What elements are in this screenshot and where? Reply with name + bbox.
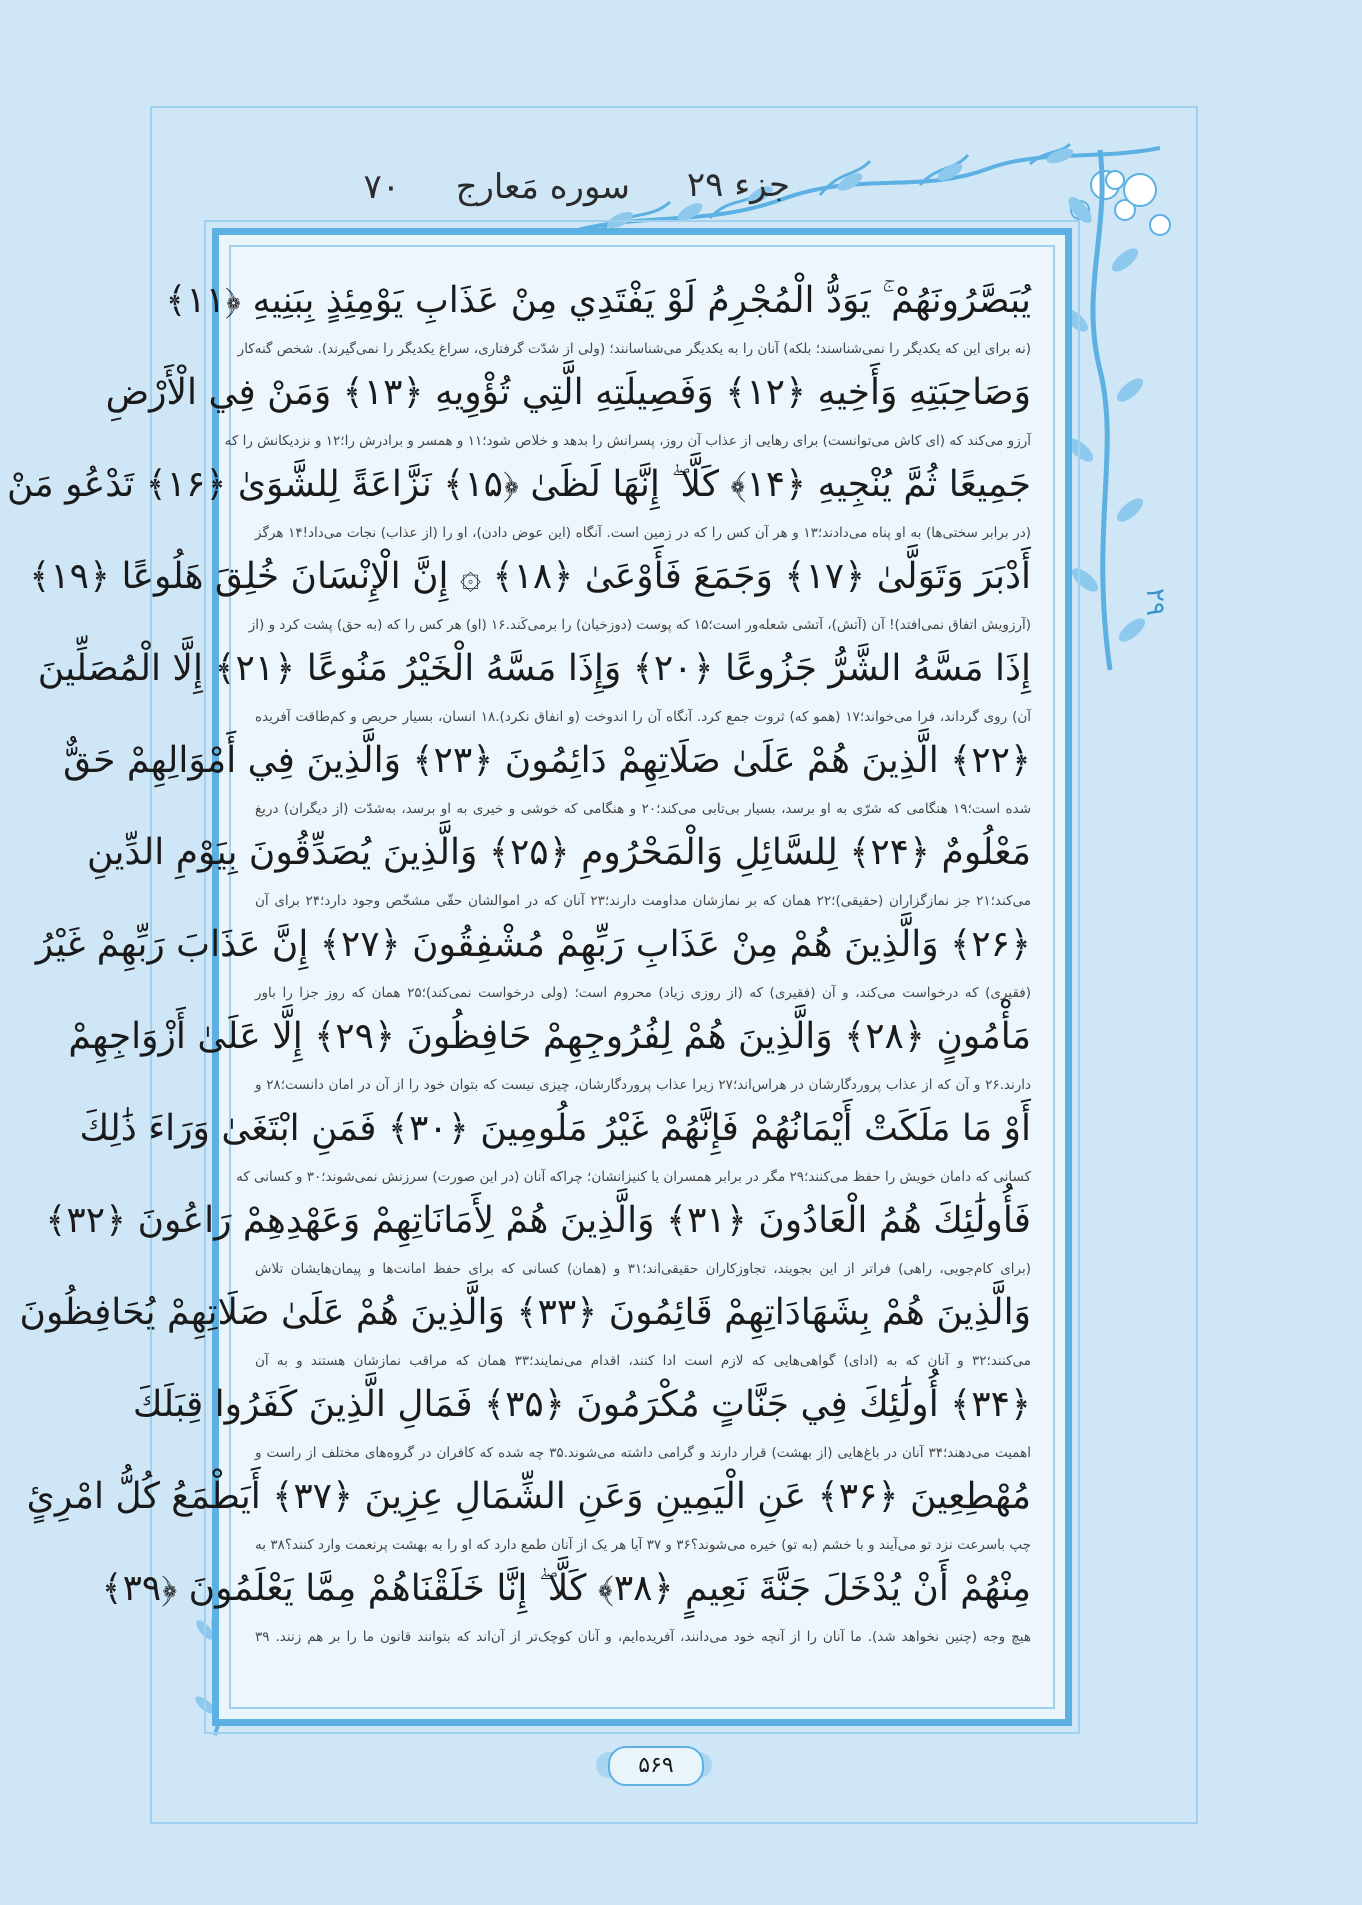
persian-translation: (برای کام‌جویی، راهی) فراتر از این بجویند، تجاوزکاران حقیقی‌اند؛۳۱ و (همان) کسانی که برای حفظ امانت‌ها و پیمان‌هایشان تلاش: [255, 1261, 1031, 1277]
juz-label: جزء ۲۹: [686, 165, 790, 205]
arabic-line: مِنْهُمْ أَنْ يُدْخَلَ جَنَّةَ نَعِيمٍ ﴿۳۸﴾ كَلَّا ۖ إِنَّا خَلَقْنَاهُمْ مِمَّا يَعْلَمُونَ ﴿۳۹﴾: [101, 1568, 1031, 1609]
arabic-line: مَعْلُومٌ ﴿۲۴﴾ لِلسَّائِلِ وَالْمَحْرُومِ ﴿۲۵﴾ وَالَّذِينَ يُصَدِّقُونَ بِيَوْمِ الدِّينِ: [86, 832, 1031, 873]
surah-number: ۷۰: [363, 167, 400, 207]
juz-side-marker: ۲۹: [1140, 588, 1170, 616]
arabic-line: مُهْطِعِينَ ﴿۳۶﴾ عَنِ الْيَمِينِ وَعَنِ الشِّمَالِ عِزِينَ ﴿۳۷﴾ أَيَطْمَعُ كُلُّ امْرِئٍ: [26, 1476, 1031, 1517]
persian-translation: (نه برای این که یکدیگر را نمی‌شناسند؛ بلکه) آنان را به یکدیگر می‌شناسانند؛ (ولی از شدّت گرفتاری، سراغ یکدیگر را نمی‌گیرند). شخص گنه‌کار: [237, 341, 1031, 357]
persian-translation: آن) روی گرداند، فرا می‌خواند؛۱۷ (همو که) ثروت جمع کرد. آنگاه آن را اندوخت (و انفاق نکرد).۱۸ انسان، بسیار حریص و کم‌طاقت آفریده: [255, 709, 1032, 725]
persian-translation: شده است؛۱۹ هنگامی که شرّی به او برسد، بسیار بی‌تابی می‌کند؛۲۰ و هنگامی که خوشی و خیری به او برسد، به‌شدّت (از دیگران) دریغ: [255, 801, 1032, 817]
arabic-line: ﴿۲۶﴾ وَالَّذِينَ هُمْ مِنْ عَذَابِ رَبِّهِمْ مُشْفِقُونَ ﴿۲۷﴾ إِنَّ عَذَابَ رَبِّهِمْ غَيْرُ: [35, 924, 1031, 965]
persian-translation: (در برابر سختی‌ها) به او پناه می‌دادند؛۱۳ و هر آن کس را که در زمین است. آنگاه (این عوض دادن)، او را (از عذاب) نجات می‌داد!۱۴ هرگز: [255, 525, 1032, 541]
arabic-line: يُبَصَّرُونَهُمْ ۚ يَوَدُّ الْمُجْرِمُ لَوْ يَفْتَدِي مِنْ عَذَابِ يَوْمِئِذٍ بِبَنِيهِ ﴿۱۱﴾: [165, 280, 1031, 321]
arabic-line: مَأْمُونٍ ﴿۲۸﴾ وَالَّذِينَ هُمْ لِفُرُوجِهِمْ حَافِظُونَ ﴿۲۹﴾ إِلَّا عَلَىٰ أَزْوَاجِهِمْ: [68, 1016, 1031, 1057]
arabic-line: أَدْبَرَ وَتَوَلَّىٰ ﴿۱۷﴾ وَجَمَعَ فَأَوْعَىٰ ﴿۱۸﴾ ۞ إِنَّ الْإِنْسَانَ خُلِقَ هَلُوعًا ﴿۱۹﴾: [29, 556, 1031, 597]
arabic-line: ﴿۲۲﴾ الَّذِينَ هُمْ عَلَىٰ صَلَاتِهِمْ دَائِمُونَ ﴿۲۳﴾ وَالَّذِينَ فِي أَمْوَالِهِمْ حَقٌّ: [63, 740, 1031, 781]
persian-translation: (فقیری) که درخواست می‌کند، و آن (فقیری) که (از روزی زیاد) محروم است؛ (ولی درخواست نمی‌کند)؛۲۵ همان که روز جزا را باور: [255, 985, 1031, 1001]
persian-translation: چپ باسرعت نزد تو می‌آیند و با خشم (به تو) خیره می‌شوند؟۳۶ و ۳۷ آیا هر یک از آنان طمع دارد که او را به بهشت پرنعمت وارد کنند؟۳۸ به: [255, 1537, 1032, 1553]
persian-translation: هیچ وجه (چنین نخواهد شد). ما آنان را از آنچه خود می‌دانند، آفریده‌ایم، و آنان کوچک‌تر از آن‌اند که بتوانند قانون ما را بر هم زنند. ۳۹: [255, 1629, 1031, 1645]
persian-translation: (آرزویش اتفاق نمی‌افتد)! آن (آتش)، آتشی شعله‌ور است؛۱۵ که پوست (دوزخیان) را برمی‌کَند.۱۶ (او) هر کس را که (به حق) پشت کرد و (از: [248, 617, 1031, 633]
persian-translation: می‌کند؛۲۱ جز نمازگزاران (حقیقی)؛۲۲ همان که بر نمازشان مداومت دارند؛۲۳ آنان که در اموالشان حقّی مشخّص وجود دارد؛۲۴ برای آن: [255, 893, 1031, 909]
arabic-line: جَمِيعًا ثُمَّ يُنْجِيهِ ﴿۱۴﴾ كَلَّا ۖ إِنَّهَا لَظَىٰ ﴿۱۵﴾ نَزَّاعَةً لِلشَّوَىٰ ﴿۱۶﴾ تَدْعُو مَنْ: [7, 464, 1031, 505]
persian-translation: کسانی که دامان خویش را حفظ می‌کنند؛۲۹ مگر در برابر همسران یا کنیزانشان؛ چراکه آنان (در این صورت) سرزنش نمی‌شوند؛۳۰ و کسانی که: [236, 1169, 1031, 1185]
page-header: [350, 165, 790, 215]
arabic-line: وَصَاحِبَتِهِ وَأَخِيهِ ﴿۱۲﴾ وَفَصِيلَتِهِ الَّتِي تُؤْوِيهِ ﴿۱۳﴾ وَمَنْ فِي الْأَرْضِ: [105, 372, 1031, 413]
arabic-line: أَوْ مَا مَلَكَتْ أَيْمَانُهُمْ فَإِنَّهُمْ غَيْرُ مَلُومِينَ ﴿۳۰﴾ فَمَنِ ابْتَغَىٰ وَرَاءَ ذَٰلِكَ: [79, 1108, 1031, 1149]
persian-translation: می‌کنند؛۳۲ و آنان که به (ادای) گواهی‌هایی که لازم است ادا کنند، اقدام می‌نمایند؛۳۳ همان که مراقب نمازشان هستند و به آن: [255, 1353, 1031, 1369]
arabic-line: ﴿۳۴﴾ أُولَٰئِكَ فِي جَنَّاتٍ مُكْرَمُونَ ﴿۳۵﴾ فَمَالِ الَّذِينَ كَفَرُوا قِبَلَكَ: [132, 1384, 1031, 1425]
persian-translation: دارند.۲۶ و آن که از عذاب پروردگارشان در هراس‌اند؛۲۷ زیرا عذاب پروردگارشان، چیزی نیست که بتوان خود را از آن در امان دانست؛۲۸ و: [255, 1077, 1032, 1093]
arabic-line: إِذَا مَسَّهُ الشَّرُّ جَزُوعًا ﴿۲۰﴾ وَإِذَا مَسَّهُ الْخَيْرُ مَنُوعًا ﴿۲۱﴾ إِلَّا الْمُصَلِّينَ: [37, 648, 1031, 689]
page-number: ۵۶۹: [608, 1746, 704, 1786]
persian-translation: اهمیت می‌دهند؛۳۴ آنان در باغ‌هایی (از بهشت) قرار دارند و گرامی داشته می‌شوند.۳۵ چه شده که کافران در گروه‌های مختلف از راست و: [255, 1445, 1031, 1461]
surah-name: سوره مَعارج: [455, 167, 630, 207]
arabic-line: وَالَّذِينَ هُمْ بِشَهَادَاتِهِمْ قَائِمُونَ ﴿۳۳﴾ وَالَّذِينَ هُمْ عَلَىٰ صَلَاتِهِمْ يُحَافِظُونَ: [19, 1292, 1031, 1333]
arabic-line: فَأُولَٰئِكَ هُمُ الْعَادُونَ ﴿۳۱﴾ وَالَّذِينَ هُمْ لِأَمَانَاتِهِمْ وَعَهْدِهِمْ رَاعُونَ ﴿۳۲﴾: [45, 1200, 1031, 1241]
persian-translation: آرزو می‌کند که (ای کاش می‌توانست) برای رهایی از عذاب آن روز، پسرانش را بدهد و خلاص شود؛۱۱ و همسر و برادرش را؛۱۲ و نزدیکانش را که: [224, 433, 1031, 449]
